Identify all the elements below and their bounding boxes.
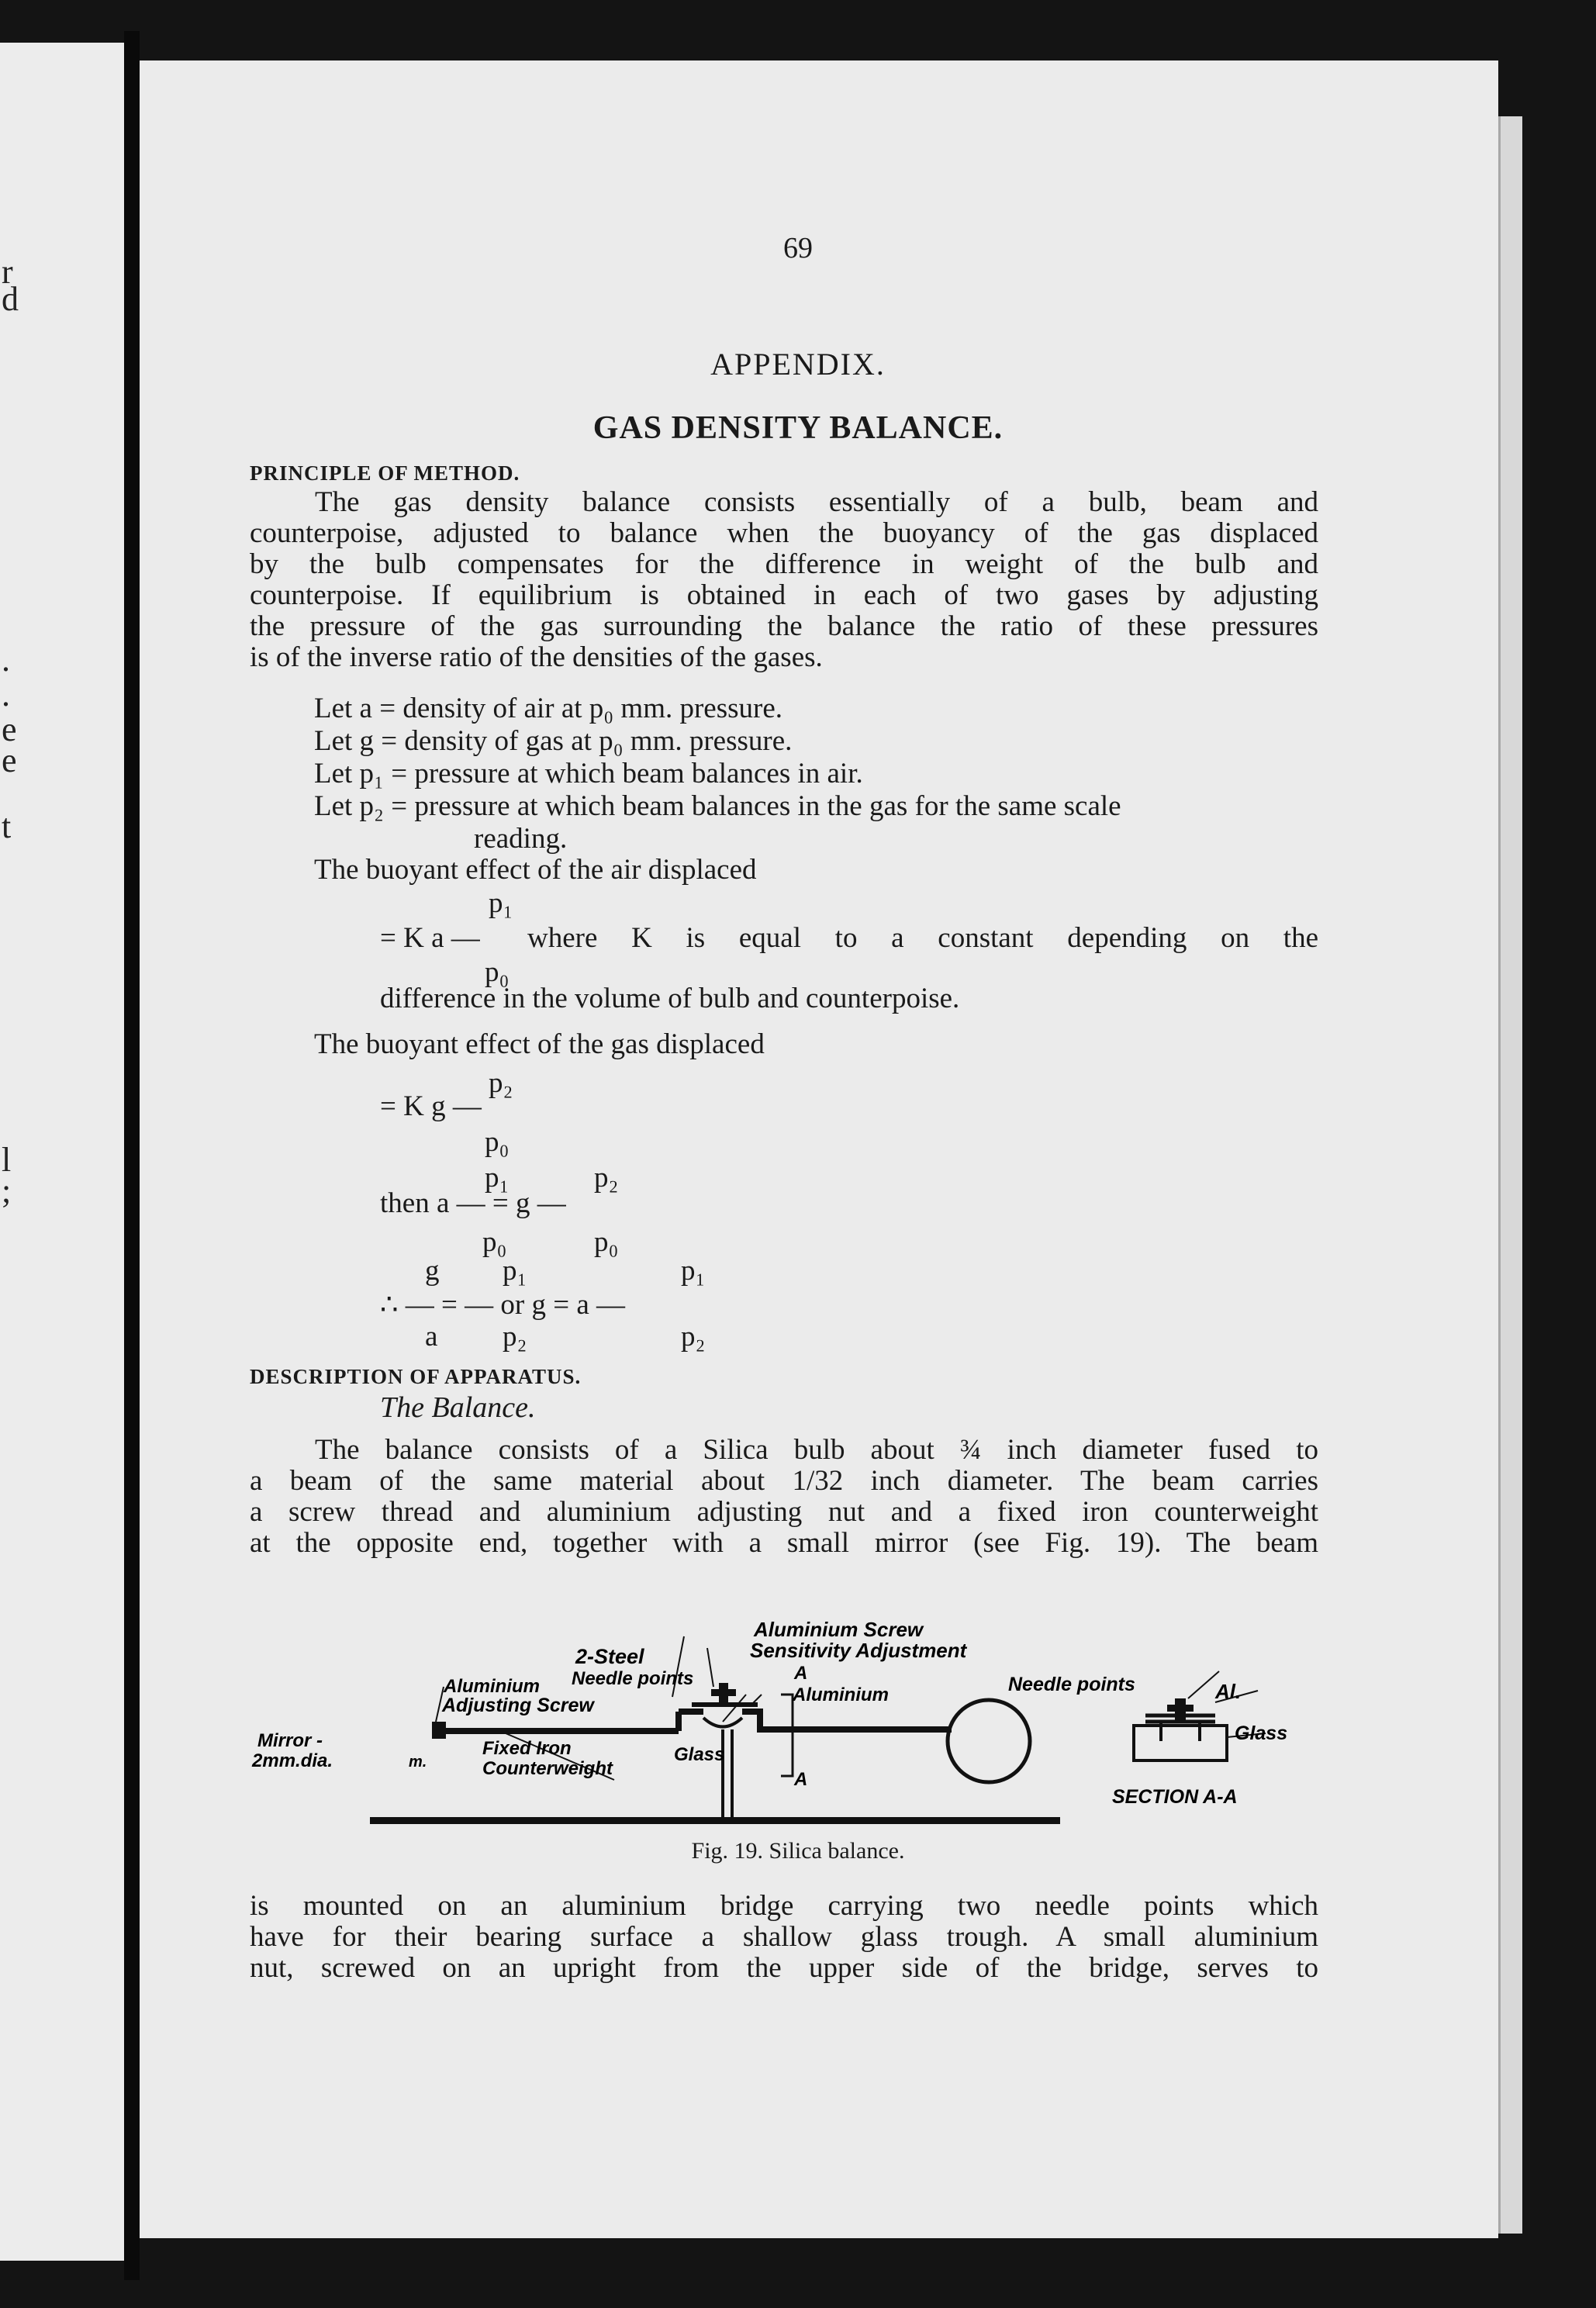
balance-paragraph [250, 1435, 1318, 1559]
eq3-numerator-2: p₂ [594, 1162, 619, 1194]
text-line: a beam of the same material about 1/32 inch diameter. The beam carries [250, 1465, 1318, 1497]
text-line: the pressure of the gas surrounding the balance the ratio of these pressures [250, 610, 1318, 642]
definition-line: Let p₂ = pressure at which beam balances in the gas for the same scale [314, 790, 1121, 822]
label-glass-section: Glass [1235, 1722, 1288, 1744]
text-line: The gas density balance consists essentially of a bulb, beam and [315, 486, 1318, 518]
definition-continuation: reading. [474, 823, 568, 855]
figure-section-glass [1134, 1726, 1227, 1760]
eq4-lhs: ∴ — = — or g = a — [380, 1289, 626, 1321]
label-mirror: Mirror - [257, 1730, 323, 1751]
after-figure-paragraph [250, 1891, 1318, 1984]
eq1-continuation: difference in the volume of bulb and counterpoise. [380, 983, 960, 1014]
figure-section-line [781, 1695, 793, 1776]
figure-support [723, 1729, 732, 1817]
margin-char: . [2, 675, 10, 713]
principle-paragraph [250, 487, 1318, 673]
margin-char: t [2, 807, 12, 845]
eq4-g: g [425, 1255, 440, 1287]
text-line: by the bulb compensates for the difference in weight of the bulb and [250, 548, 1318, 580]
label-aluminium-screw: Aluminium Screw [754, 1618, 924, 1641]
figure-adjusting-screw [432, 1722, 446, 1739]
label-a-bottom: A [794, 1769, 808, 1790]
figure-beam-right [742, 1710, 952, 1731]
buoyant-air-text: The buoyant effect of the air displaced [314, 854, 757, 886]
text-line: counterpoise, adjusted to balance when the buoyancy of the gas displaced [250, 517, 1318, 549]
label-fixed-iron: Fixed Iron [482, 1738, 572, 1759]
eq1-numerator: p₁ [489, 887, 513, 919]
text-line: The balance consists of a Silica bulb about ¾ inch diameter fused to [315, 1434, 1318, 1466]
page-number: 69 [783, 232, 813, 264]
label-glass: Glass [674, 1744, 725, 1765]
margin-char: ; [2, 1172, 12, 1210]
eq4-p2-b: p₂ [681, 1321, 706, 1353]
label-al: Al. [1215, 1680, 1242, 1703]
figure-needle-assembly [711, 1689, 736, 1696]
label-sensitivity-adjustment: Sensitivity Adjustment [750, 1639, 967, 1662]
figure-base [370, 1817, 1060, 1824]
eq3-denominator-2: p₀ [594, 1226, 619, 1258]
text-line: nut, screwed on an upright from the upper side of the bridge, serves to [250, 1952, 1318, 1984]
figure-section-nut [1167, 1705, 1194, 1712]
eq1-denominator: p₀ [485, 956, 510, 988]
label-section-a-a: SECTION A-A [1112, 1786, 1238, 1808]
text-line: counterpoise. If equilibrium is obtained in each of two gases by adjusting [250, 579, 1318, 611]
label-needle-points: Needle points [572, 1668, 694, 1689]
definition-line: Let p₁ = pressure at which beam balances in air. [314, 758, 863, 789]
text-line: a screw thread and aluminium adjusting nut and a fixed iron counterweight [250, 1496, 1318, 1528]
margin-char: e [2, 710, 17, 748]
definition-line: Let a = density of air at p₀ mm. pressure. [314, 693, 783, 724]
eq3-numerator-1: p₁ [485, 1162, 510, 1194]
subheading-balance: The Balance. [380, 1391, 536, 1424]
eq4-a: a [425, 1321, 438, 1353]
eq1-text: where K is equal to a constant depending on the [527, 922, 1318, 954]
eq2-denominator: p₀ [485, 1126, 510, 1158]
silica-balance-figure [250, 1613, 1335, 1846]
eq3-lhs: then a — = g — [380, 1187, 566, 1219]
text-line: is mounted on an aluminium bridge carrying two needle points which [250, 1890, 1318, 1922]
label-m: m. [409, 1753, 427, 1771]
label-needle-points-section: Needle points [1008, 1674, 1135, 1695]
label-mirror-dia: 2mm.dia. [252, 1750, 333, 1771]
figure-glass-trough [703, 1718, 742, 1727]
eq1-lhs: = K a — [380, 922, 480, 954]
figure-bulb [948, 1700, 1030, 1782]
eq4-p1: p₁ [503, 1255, 527, 1287]
label-adjusting-screw: Adjusting Screw [442, 1695, 594, 1716]
section-heading-description: DESCRIPTION OF APPARATUS. [250, 1365, 582, 1388]
eq2-lhs: = K g — [380, 1090, 482, 1122]
label-aluminium-adjusting: Aluminium [444, 1676, 540, 1697]
margin-char: . [2, 641, 10, 679]
eq3-denominator-1: p₀ [482, 1226, 507, 1258]
label-aluminium: Aluminium [793, 1684, 889, 1705]
text-line: at the opposite end, together with a small mirror (see Fig. 19). The beam [250, 1527, 1318, 1559]
margin-char: r [2, 253, 13, 291]
eq2-numerator: p₂ [489, 1067, 513, 1099]
text-line: have for their bearing surface a shallow glass trough. A small aluminium [250, 1921, 1318, 1953]
margin-char: d [2, 280, 19, 318]
appendix-title: APPENDIX. [710, 347, 886, 382]
label-steel: 2-Steel [575, 1645, 644, 1668]
buoyant-gas-text: The buoyant effect of the gas displaced [314, 1028, 765, 1060]
definition-line: Let g = density of gas at p₀ mm. pressure. [314, 725, 793, 757]
margin-char: e [2, 741, 17, 779]
margin-char: l [2, 1141, 12, 1179]
eq4-p1-b: p₁ [681, 1255, 706, 1287]
eq4-p2: p₂ [503, 1321, 527, 1353]
main-title: GAS DENSITY BALANCE. [592, 410, 1004, 446]
figure-caption: Fig. 19. Silica balance. [691, 1838, 905, 1864]
text-line: is of the inverse ratio of the densities of the gases. [250, 641, 823, 673]
label-a-top: A [794, 1663, 808, 1684]
section-heading-principle: PRINCIPLE OF METHOD. [250, 461, 520, 485]
label-counterweight: Counterweight [482, 1758, 613, 1779]
